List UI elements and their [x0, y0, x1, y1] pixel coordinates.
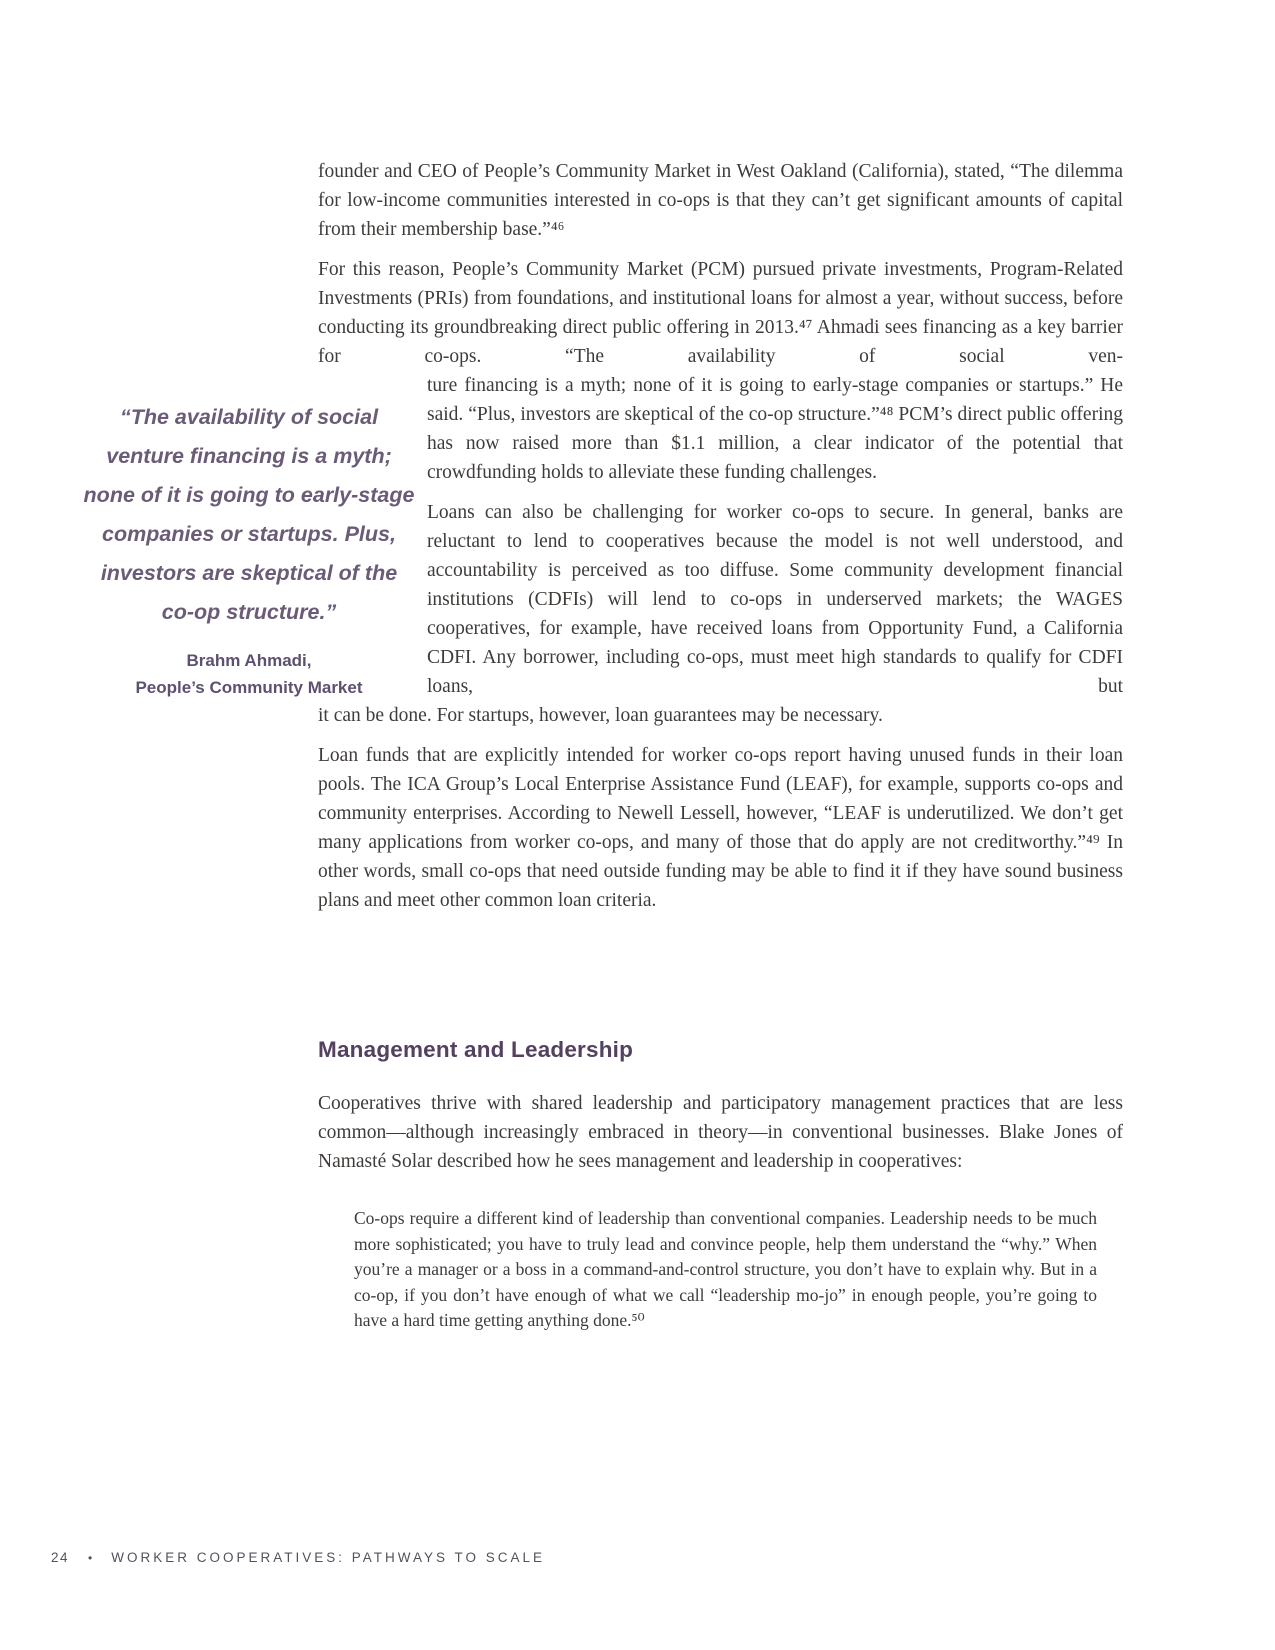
- block-quote: Co-ops require a different kind of leadership than conventional companies. Leadership needs to be much more sophisticated; you have to truly lead and convince people, help them understand the “why.” When you’re a manager or a boss in a command-and-control structure, you don’t have to explain why. But in a co-op, if you don’t have enough of what we call “leadership mo-jo” in enough people, you’re going to have a hard time getting anything done.⁵⁰: [354, 1208, 1097, 1330]
- paragraph-5: Cooperatives thrive with shared leadership and participatory management practices that are less common—although increasingly embraced in theory—in conventional businesses. Blake Jones of Namasté Solar described how he sees management and leadership in cooperatives:: [318, 1093, 1123, 1172]
- paragraph-4: Loan funds that are explicitly intended for worker co-ops report having unused funds in their loan pools. The ICA Group’s Local Enterprise Assistance Fund (LEAF), for example, supports co-ops and community enterprises. According to Newell Lessell, however, “LEAF is underutilized. We don’t get many applications from worker co-ops, and many of those that do apply are not creditworthy.”⁴⁹ In other words, small co-ops that need outside funding may be able to find it if they have sound business plans and meet other common loan criteria.: [318, 745, 1123, 911]
- page-number: 24: [51, 1550, 70, 1565]
- paragraph-2-wrapped: ture financing is a myth; none of it is going to early-stage companies or startups.” He said. “Plus, investors are skeptical of the co-op structure.”⁴⁸ PCM’s direct public offering has now raised more than $1.1 million, a clear indicator of the potential that crowdfunding holds to alleviate these funding challenges.: [427, 375, 1123, 483]
- section-heading: Management and Leadership: [318, 1037, 634, 1062]
- footer-bullet: •: [88, 1551, 93, 1565]
- paragraph-1: founder and CEO of People’s Community Market in West Oakland (California), stated, “The dilemma for low-income communities interested in co-ops is that they can’t get significant amounts of capital from their membership base.”⁴⁶: [318, 161, 1123, 240]
- page-footer: [51, 1550, 545, 1565]
- pull-quote-text: “The availability of social venture financing is a myth; none of it is going to early-stage companies or startups. Plus, investors are skeptical of the co-op structure.”: [83, 405, 415, 624]
- paragraph-2-intro: For this reason, People’s Community Market (PCM) pursued private investments, Program-Related Investments (PRIs) from foundations, and institutional loans for almost a year, without success, before conducting its groundbreaking direct public offering in 2013.⁴⁷ Ahmadi sees financing as a key barrier for co-ops. “The availability of social ven-: [318, 259, 1123, 367]
- pull-quote-attribution-name: Brahm Ahmadi,: [186, 651, 312, 670]
- pull-quote-attribution-org: People’s Community Market: [135, 678, 363, 697]
- paragraph-3-continued: it can be done. For startups, however, loan guarantees may be necessary.: [318, 705, 883, 726]
- book-title: WORKER COOPERATIVES: PATHWAYS TO SCALE: [111, 1550, 546, 1565]
- paragraph-3-wrapped: Loans can also be challenging for worker co-ops to secure. In general, banks are reluctant to lend to cooperatives because the model is not well understood, and accountability is perceived as too diffuse. Some community development financial institutions (CDFIs) will lend to co-ops in underserved markets; the WAGES cooperatives, for example, have received loans from Opportunity Fund, a California CDFI. Any borrower, including co-ops, must meet high standards to qualify for CDFI loans, but: [427, 502, 1123, 697]
- page-content: [318, 157, 1123, 1334]
- pull-quote: [82, 398, 416, 701]
- text-wrap-band: [427, 371, 1123, 701]
